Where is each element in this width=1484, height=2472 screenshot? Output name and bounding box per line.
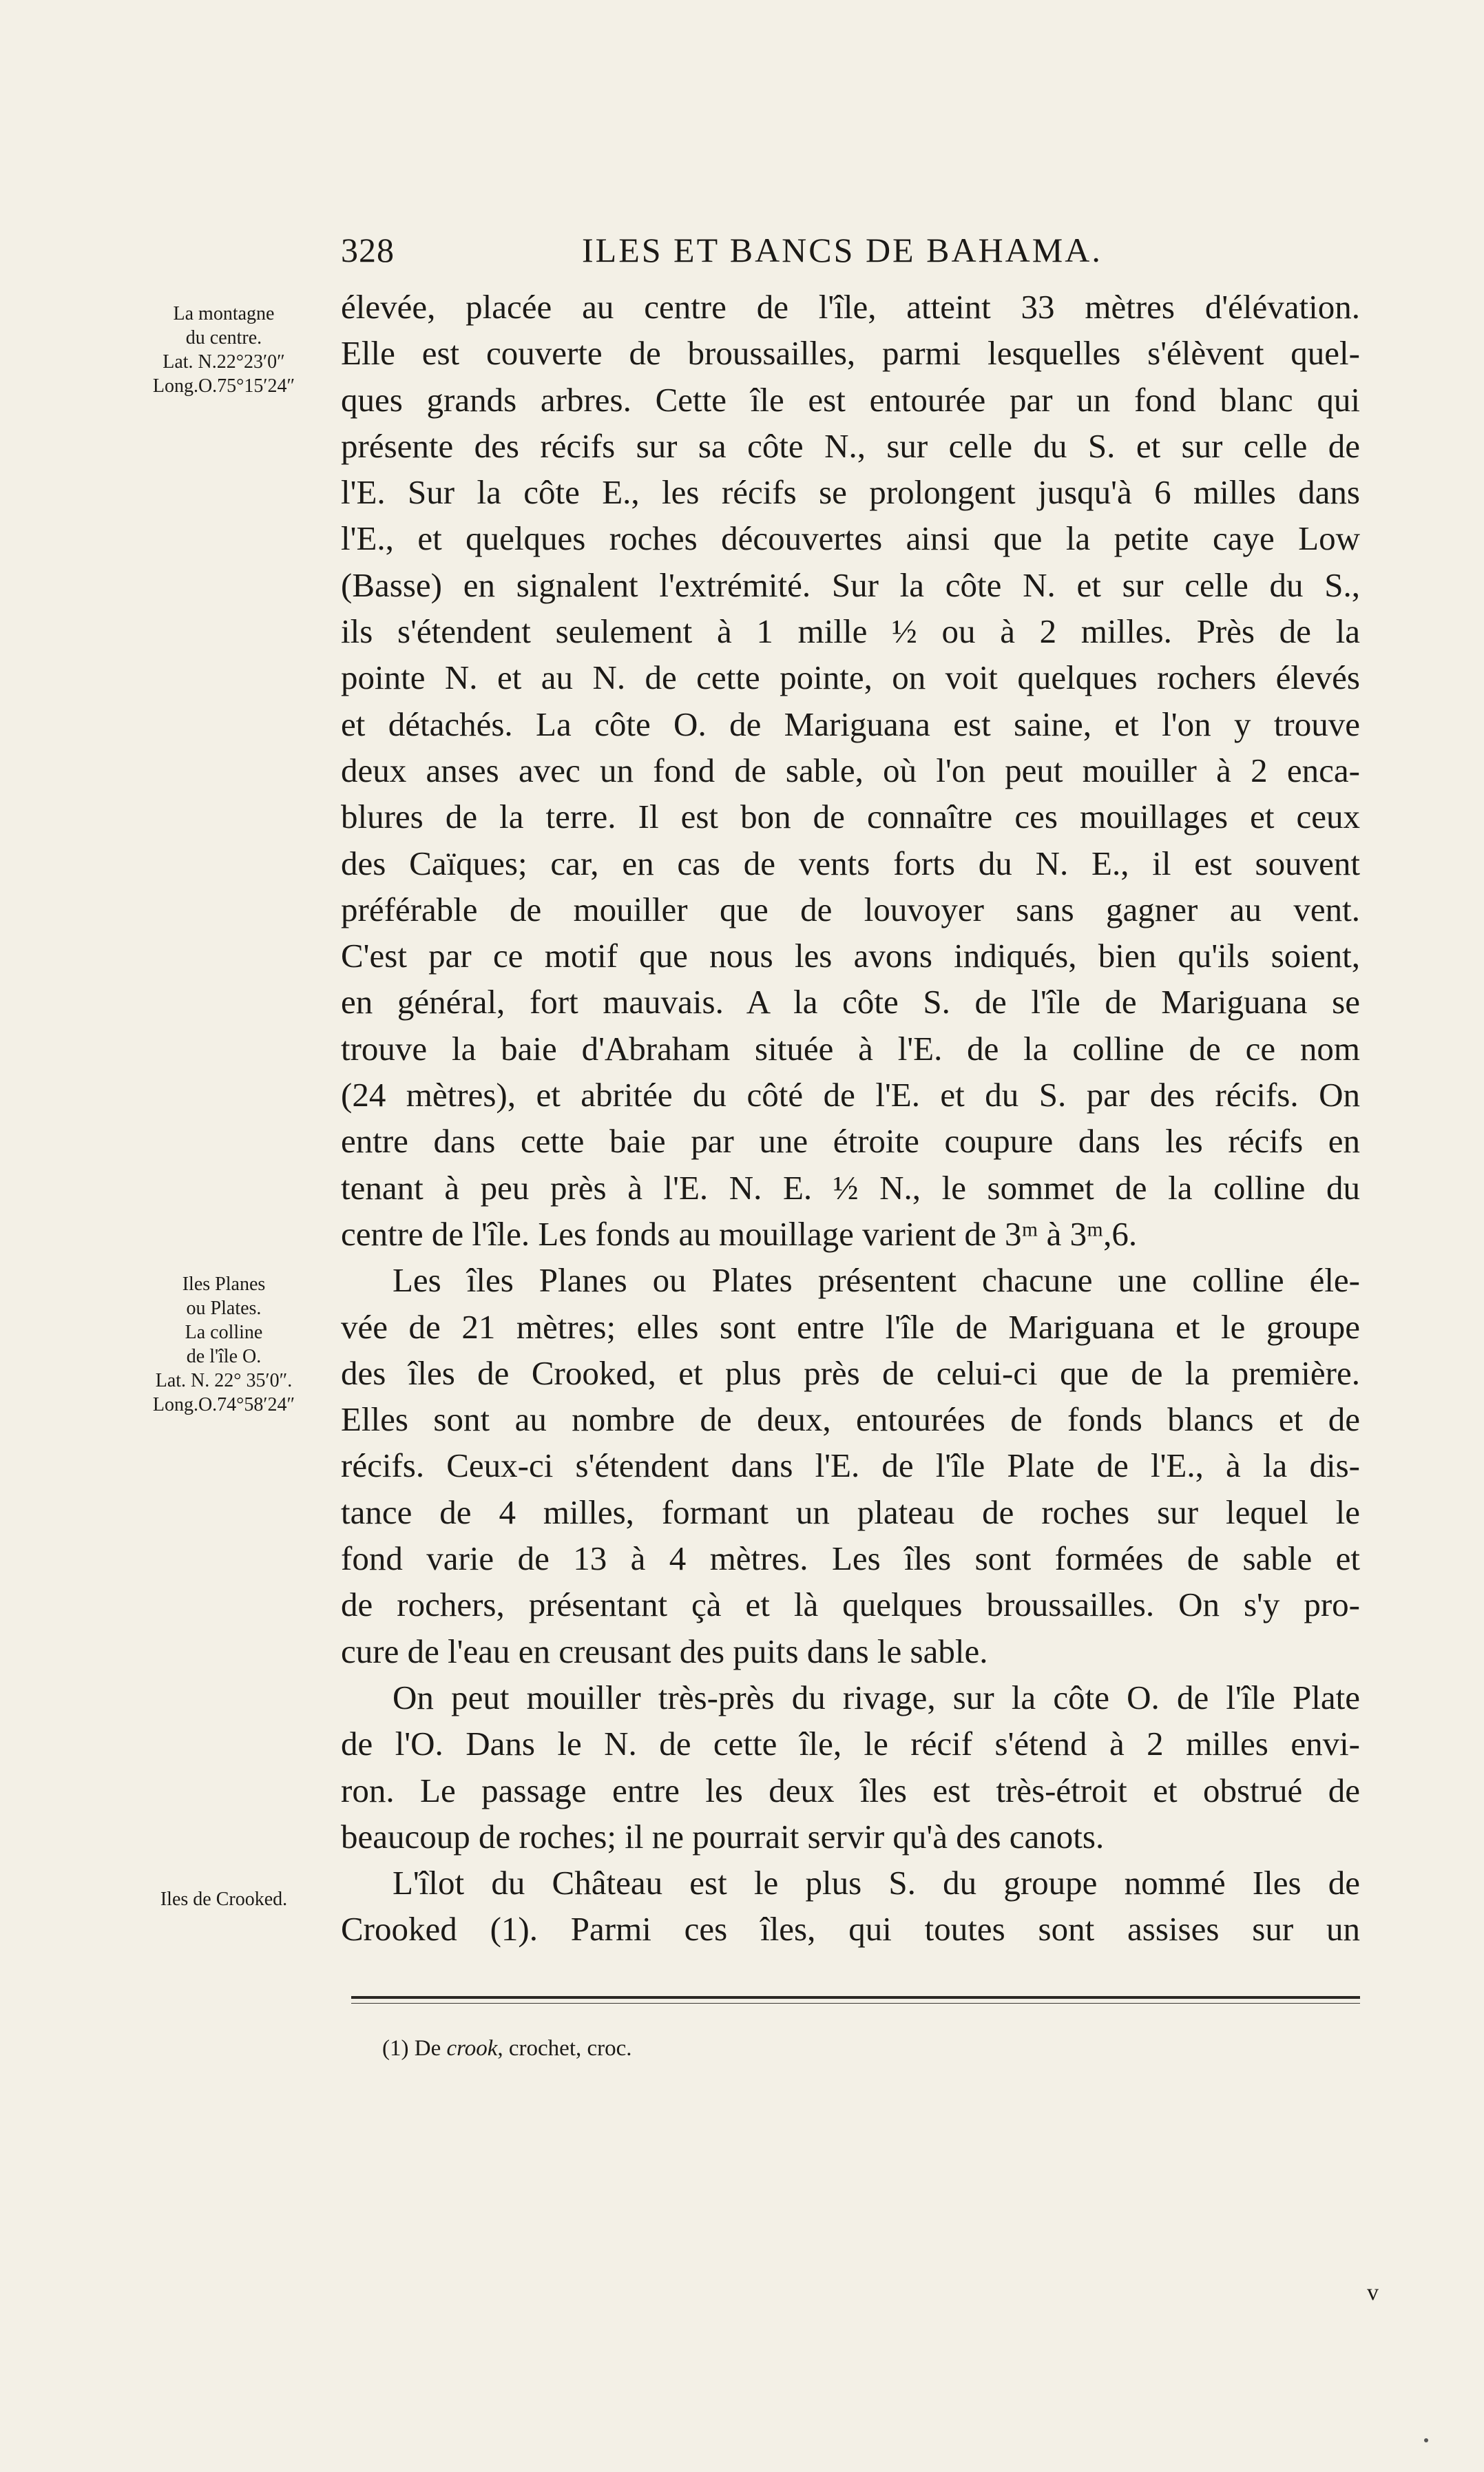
margin-note-iles-planes xyxy=(124,1272,324,1417)
body-text xyxy=(341,284,1360,1953)
text-line: centre de l'île. Les fonds au mouillage varient de 3ᵐ à 3ᵐ,6. xyxy=(341,1214,1138,1253)
text-line: ques grands arbres. Cette île est entourée par un fond blanc qui xyxy=(341,380,1360,419)
text-line: tance de 4 milles, formant un plateau de roches sur lequel le xyxy=(341,1493,1360,1531)
paragraph-3 xyxy=(341,1674,1360,1860)
text-line: des Caïques; car, en cas de vents forts du N. E., il est souvent xyxy=(341,844,1360,882)
margin-line: Long.O.75°15′24″ xyxy=(152,375,295,397)
margin-note-montagne xyxy=(124,302,324,398)
text-line: beaucoup de roches; il ne pourrait servir qu'à des canots. xyxy=(341,1817,1105,1856)
footnote-text-after: , crochet, croc. xyxy=(497,2036,632,2061)
text-line: (24 mètres), et abritée du côté de l'E. et du S. par des récifs. On xyxy=(341,1076,1360,1114)
text-line: (Basse) en signalent l'extrémité. Sur la côte N. et sur celle du S., xyxy=(341,565,1360,604)
text-line: ils s'étendent seulement à 1 mille ½ ou à 2 milles. Près de la xyxy=(341,612,1360,651)
text-line: et détachés. La côte O. de Mariguana est saine, et l'on y trouve xyxy=(341,705,1360,743)
page-number: 328 xyxy=(341,231,395,269)
footnote-text-before: De xyxy=(414,2036,441,2061)
margin-line: Lat. N.22°23′0″ xyxy=(163,351,285,373)
text-line: Les îles Planes ou Plates présentent chacune une colline éle- xyxy=(393,1261,1360,1300)
text-line: récifs. Ceux-ci s'étendent dans l'E. de l'île Plate de l'E., à la dis- xyxy=(341,1446,1360,1485)
text-line: entre dans cette baie par une étroite coupure dans les récifs en xyxy=(341,1122,1360,1161)
text-line: pointe N. et au N. de cette pointe, on voit quelques rochers élevés xyxy=(341,658,1360,697)
paragraph-2 xyxy=(341,1257,1360,1674)
text-line: Crooked (1). Parmi ces îles, qui toutes sont assises sur un xyxy=(341,1910,1360,1949)
margin-line: ou Plates. xyxy=(186,1298,262,1319)
text-line: ron. Le passage entre les deux îles est très-étroit et obstrué de xyxy=(341,1771,1360,1809)
text-line: C'est par ce motif que nous les avons indiqués, bien qu'ils soient, xyxy=(341,937,1360,975)
text-line: vée de 21 mètres; elles sont entre l'île de Mariguana et le groupe xyxy=(341,1307,1360,1346)
footnote-rule-thin xyxy=(351,2003,1360,2004)
text-line: de rochers, présentant çà et là quelques broussailles. On s'y pro- xyxy=(341,1586,1360,1624)
running-title: ILES ET BANCS DE BAHAMA. xyxy=(582,231,1102,269)
margin-line: de l'île O. xyxy=(186,1346,262,1367)
margin-line: Iles Planes xyxy=(182,1274,266,1295)
text-line: de l'O. Dans le N. de cette île, le récif s'étend à 2 milles envi- xyxy=(341,1725,1360,1763)
margin-line: Lat. N. 22° 35′0″. xyxy=(155,1370,293,1391)
text-line: élevée, placée au centre de l'île, atteint 33 mètres d'élévation. xyxy=(341,288,1360,326)
text-line: l'E. Sur la côte E., les récifs se prolongent jusqu'à 6 milles dans xyxy=(341,473,1360,512)
text-line: cure de l'eau en creusant des puits dans le sable. xyxy=(341,1632,988,1670)
text-line: en général, fort mauvais. A la côte S. de l'île de Mariguana se xyxy=(341,983,1360,1021)
text-line: l'E., et quelques roches découvertes ainsi que la petite caye Low xyxy=(341,519,1360,558)
text-line: trouve la baie d'Abraham située à l'E. de la colline de ce nom xyxy=(341,1029,1360,1068)
text-line: Elles sont au nombre de deux, entourées de fonds blancs et de xyxy=(341,1400,1360,1439)
footnote-italic: crook xyxy=(446,2036,498,2061)
margin-line: Iles de Crooked. xyxy=(160,1889,288,1910)
text-line: présente des récifs sur sa côte N., sur celle du S. et sur celle de xyxy=(341,426,1360,465)
ink-speck xyxy=(1424,2438,1428,2442)
text-line: fond varie de 13 à 4 mètres. Les îles sont formées de sable et xyxy=(341,1539,1360,1578)
margin-note-crooked xyxy=(124,1887,324,1911)
footnote-marker: (1) xyxy=(382,2036,409,2061)
text-line: On peut mouiller très-près du rivage, sur la côte O. de l'île Plate xyxy=(393,1678,1360,1716)
text-line: blures de la terre. Il est bon de connaître ces mouillages et ceux xyxy=(341,798,1360,836)
margin-line: La montagne xyxy=(173,303,275,324)
margin-line: La colline xyxy=(185,1322,263,1343)
paragraph-1 xyxy=(341,284,1360,1257)
text-line: tenant à peu près à l'E. N. E. ½ N., le sommet de la colline du xyxy=(341,1168,1360,1207)
margin-line: Long.O.74°58′24″ xyxy=(152,1394,295,1415)
margin-line: du centre. xyxy=(185,327,262,349)
text-line: préférable de mouiller que de louvoyer sans gagner au vent. xyxy=(341,890,1360,928)
footnote-rule xyxy=(351,1996,1360,1999)
footnote xyxy=(382,2035,632,2062)
paragraph-4 xyxy=(341,1860,1360,1953)
corner-mark: v xyxy=(1367,2280,1379,2305)
text-line: L'îlot du Château est le plus S. du groupe nommé Iles de xyxy=(393,1864,1360,1902)
text-line: Elle est couverte de broussailles, parmi lesquelles s'élèvent quel- xyxy=(341,334,1360,373)
text-line: deux anses avec un fond de sable, où l'on peut mouiller à 2 enca- xyxy=(341,751,1360,789)
text-line: des îles de Crooked, et plus près de celui-ci que de la première. xyxy=(341,1353,1360,1392)
